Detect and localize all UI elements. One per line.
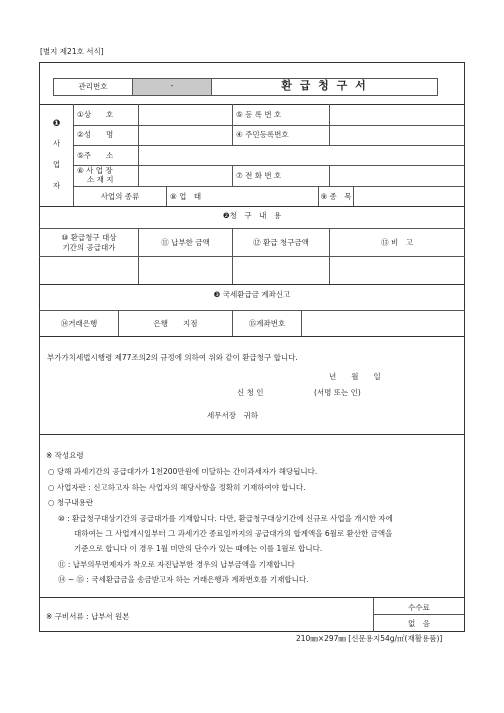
instruction-line-5: 대하여는 그 사업개시일부터 그 과세기간 종료일까지의 공급대가의 합계액을 6월로 환산한 금액을 (74, 529, 393, 538)
bank-label: ⑭거래은행 (60, 319, 98, 328)
business-section-label-3: 자 (52, 181, 61, 190)
business-name-label: ①상 호 (77, 110, 114, 119)
page-title: 환 급 청 구 서 (281, 79, 368, 92)
statement-text: 부가가치세법시행령 제77조의2의 규정에 의하여 위와 같이 환급청구 합니다. (47, 353, 298, 362)
business-category-label: ⑧ 업 태 (170, 192, 202, 201)
instruction-line-2: ○ 사업자란 : 신고하고자 하는 사업자의 해당사항을 정확히 기재하여야 합니다. (48, 483, 306, 492)
applicant-label: 신 청 인 (237, 388, 264, 397)
management-number-value: - (170, 81, 174, 90)
business-location-label-1: ⑥ 사 업 장 (77, 166, 113, 175)
request-col-refund-amount: ⑫ 환급 청구금액 (253, 238, 309, 247)
instructions-title: ※ 작성요령 (46, 451, 84, 460)
account-section-title: ❸ 국세환급금 계좌신고 (213, 290, 291, 299)
fee-label: 수수료 (408, 603, 430, 612)
request-col-remarks: ⑬ 비 고 (381, 238, 413, 247)
business-item-label: ⑨ 종 목 (320, 192, 352, 201)
management-number-label: 관리번호 (78, 82, 108, 91)
instruction-line-8: ⑭ ~ ⑮ : 국세환급금을 송금받고자 하는 거래은행과 계좌번호를 기재합니다. (58, 575, 309, 584)
phone-number-label: ⑦ 전 화 번 호 (236, 171, 282, 180)
recipient-line: 세무서장 귀하 (207, 411, 258, 420)
required-documents: ※ 구비서류 : 납부서 원본 (46, 612, 130, 621)
address-label: ⑤주 소 (77, 151, 114, 160)
business-location-label-2: 소 재 지 (87, 175, 114, 184)
resident-number-label: ④ 주민등록번호 (236, 130, 289, 139)
bank-branch-value: 은행 지점 (153, 319, 198, 328)
business-section-label-1: 사 (52, 139, 61, 148)
instruction-line-7: ⑪ : 납부의무면제자가 착오로 자진납부한 경우의 납부금액을 기재합니다 (58, 560, 295, 569)
business-type-label: 사업의 종류 (100, 192, 140, 201)
registration-number-label: ⑤ 등 록 번 호 (236, 110, 282, 119)
instruction-line-3: ○ 청구내용란 (48, 498, 94, 507)
instruction-line-4: ⑩ : 환급청구대상기간의 공급대가를 기재합니다. 다만, 환급청구대상기간에 신규로 사업을 개시한 자에 (58, 514, 393, 523)
account-number-label: ⑮계좌번호 (248, 319, 286, 328)
request-col-paid-amount: ⑪ 납부한 금액 (161, 238, 210, 247)
request-section-title: ❷청 구 내 용 (222, 211, 282, 220)
fee-value: 없 음 (408, 619, 430, 628)
paper-spec: 210㎜×297㎜ [신문용지54g/㎡(재활용품)] (296, 634, 443, 643)
request-col-target-period-1: ⑩ 환급청구 대상 (61, 233, 117, 242)
form-label: [별지 제21호 서식] (40, 47, 104, 56)
instruction-line-1: ○ 당해 과세기간의 공급대가가 1천200만원에 미달하는 간이과세자가 해당됩니다. (48, 467, 318, 476)
date-line: 년 월 일 (329, 372, 381, 381)
person-name-label: ②성 명 (77, 130, 114, 139)
signature-label: (서명 또는 인) (314, 388, 361, 397)
business-section-number: ❶ (52, 119, 61, 129)
instruction-line-6: 기준으로 합니다 이 경우 1월 미만의 단수가 있는 때에는 이를 1월로 합니다. (74, 544, 323, 553)
request-col-target-period-2: 기간의 공급대가 (62, 243, 116, 252)
business-section-label-2: 업 (52, 160, 61, 169)
